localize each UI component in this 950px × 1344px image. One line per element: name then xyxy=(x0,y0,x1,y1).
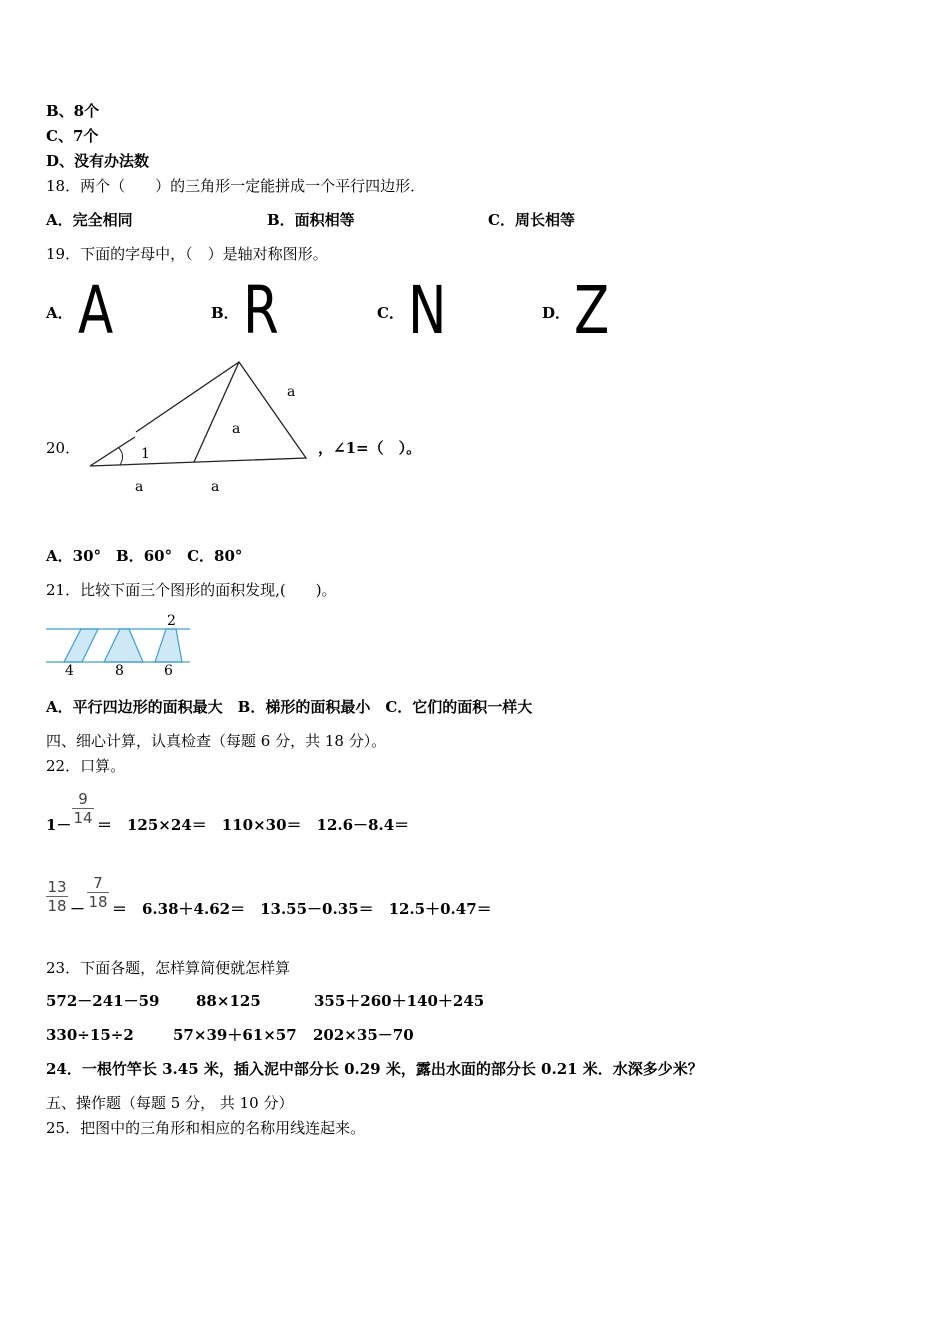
letter-n-image: N xyxy=(408,272,447,349)
q21-options: A．平行四边形的面积最大 B．梯形的面积最小 C．它们的面积一样大 xyxy=(46,698,533,716)
q18-question: 18．两个（ ）的三角形一定能拼成一个平行四边形． xyxy=(46,177,426,195)
bottom-label: 6 xyxy=(164,663,173,679)
letter-r-image: R xyxy=(243,272,279,349)
q20-triangle-figure xyxy=(80,355,320,500)
q23-expr-6: 202×35－70 xyxy=(313,1026,414,1044)
q17-option-b: B、8个 xyxy=(46,102,100,120)
q19-option-a: A． xyxy=(46,304,73,322)
q19-option-c: C． xyxy=(377,304,404,322)
q23-expr-4: 330÷15÷2 xyxy=(46,1026,134,1044)
top-label: 2 xyxy=(167,613,176,629)
q22-row1-expressions: ＝ 125×24＝ 110×30＝ 12.6－8.4＝ xyxy=(97,816,410,834)
side-a-label: a xyxy=(135,479,144,495)
q22-question: 22．口算。 xyxy=(46,757,126,775)
q21-question: 21．比较下面三个图形的面积发现,( )。 xyxy=(46,581,337,599)
q17-option-c: C、7个 xyxy=(46,127,99,145)
side-a-label: a xyxy=(287,384,296,400)
q22-row2-expressions: ＝ 6.38＋4.62＝ 13.55－0.35＝ 12.5＋0.47＝ xyxy=(112,900,492,918)
q18-option-a: A．完全相同 xyxy=(46,211,133,229)
q23-expr-1: 572－241－59 xyxy=(46,992,160,1010)
q21-shapes-figure xyxy=(44,610,194,680)
q17-option-d: D、没有办法数 xyxy=(46,152,150,170)
q19-option-b: B． xyxy=(211,304,239,322)
angle-1-label: 1 xyxy=(141,446,150,462)
parallelogram-shape xyxy=(64,629,98,662)
letter-z-image: Z xyxy=(574,272,610,349)
q25-question: 25．把图中的三角形和相应的名称用线连起来。 xyxy=(46,1119,366,1137)
q19-option-d: D． xyxy=(542,304,571,322)
q18-option-c: C．周长相等 xyxy=(488,211,575,229)
section-4-heading: 四、细心计算，认真检查（每题 6 分，共 18 分）。 xyxy=(46,732,387,750)
q18-option-b: B．面积相等 xyxy=(267,211,355,229)
section-5-heading: 五、操作题（每题 5 分， 共 10 分） xyxy=(46,1094,294,1112)
side-a-label: a xyxy=(211,479,220,495)
q23-expr-3: 355＋260＋140＋245 xyxy=(314,992,485,1010)
fraction-13-18: $\frac{13}{18}$ xyxy=(47,878,67,915)
q19-question: 19．下面的字母中，（ ）是轴对称图形。 xyxy=(46,245,328,263)
q22-row2-minus: － xyxy=(70,900,86,918)
fraction-7-18: $\frac{7}{18}$ xyxy=(88,874,108,911)
side-a-label: a xyxy=(232,421,241,437)
fraction-9-14: $\frac{9}{14}$ xyxy=(73,790,93,827)
q23-expr-2: 88×125 xyxy=(196,992,261,1010)
q20-number: 20． xyxy=(46,439,81,457)
letter-a-image: A xyxy=(78,272,114,349)
trapezoid-shape xyxy=(155,629,182,662)
q22-row1-prefix: 1－ xyxy=(46,816,72,834)
q20-prompt: ，∠1=（ ）。 xyxy=(318,439,422,457)
q23-question: 23．下面各题，怎样算简便就怎样算 xyxy=(46,959,291,977)
q23-expr-5: 57×39＋61×57 xyxy=(173,1026,297,1044)
trapezoid-shape xyxy=(104,629,143,662)
bottom-label: 8 xyxy=(115,663,124,679)
bottom-label: 4 xyxy=(65,663,74,679)
q24-question: 24．一根竹竿长 3.45 米，插入泥中部分长 0.29 米，露出水面的部分长 0.21 米．水深多少米？ xyxy=(46,1060,703,1078)
q20-options: A．30° B．60° C．80° xyxy=(46,547,243,565)
